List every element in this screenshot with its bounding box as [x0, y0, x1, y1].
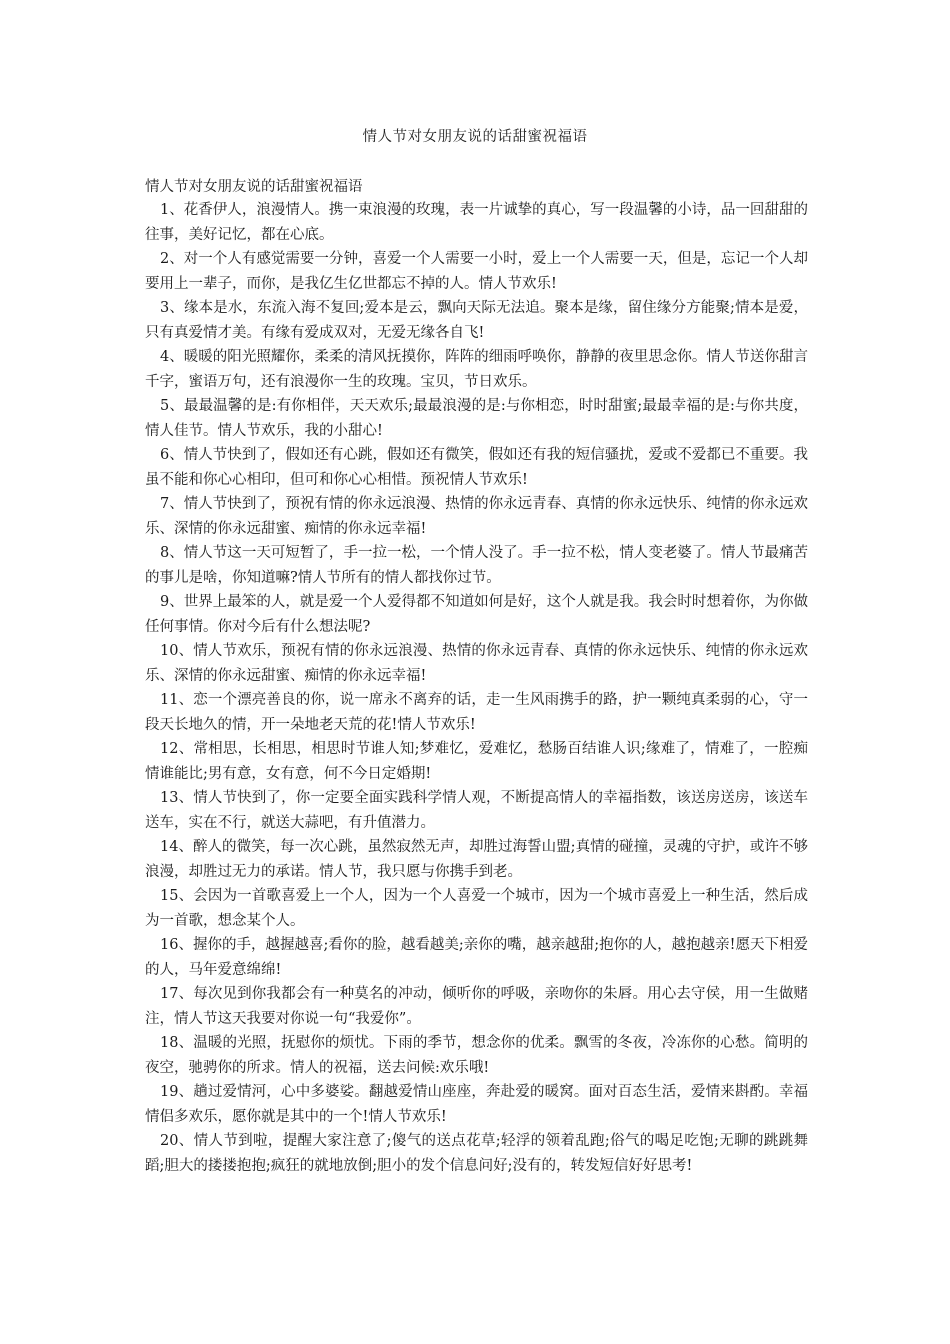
paragraph-7: 7、情人节快到了，预祝有情的你永远浪漫、热情的你永远青春、真情的你永远快乐、纯情的你永远欢乐、深情的你永远甜蜜、痴情的你永远幸福!	[145, 496, 808, 537]
paragraph-13: 13、情人节快到了，你一定要全面实践科学情人观，不断提高情人的幸福指数，该送房送房，该送车送车，实在不行，就送大蒜吧，有升值潜力。	[145, 790, 808, 831]
paragraph-8: 8、情人节这一天可短暂了，手一拉一松，一个情人没了。手一拉不松，情人变老婆了。情人节最痛苦的事儿是啥，你知道嘛?情人节所有的情人都找你过节。	[145, 545, 808, 586]
paragraph-3: 3、缘本是水，东流入海不复回;爱本是云，飘向天际无法追。聚本是缘，留住缘分方能聚;情本是爱，只有真爱情才美。有缘有爱成双对，无爱无缘各自飞!	[145, 300, 808, 341]
paragraph-14: 14、醉人的微笑，每一次心跳，虽然寂然无声，却胜过海誓山盟;真情的碰撞，灵魂的守护，或许不够浪漫，却胜过无力的承诺。情人节，我只愿与你携手到老。	[145, 839, 808, 880]
paragraph-15: 15、会因为一首歌喜爱上一个人，因为一个人喜爱一个城市，因为一个城市喜爱上一种生活，然后成为一首歌，想念某个人。	[145, 888, 808, 929]
paragraph-9: 9、世界上最笨的人，就是爱一个人爱得都不知道如何是好，这个人就是我。我会时时想着你，为你做任何事情。你对今后有什么想法呢?	[145, 594, 808, 635]
document-title: 情人节对女朋友说的话甜蜜祝福语	[362, 129, 588, 145]
paragraph-6: 6、情人节快到了，假如还有心跳，假如还有微笑，假如还有我的短信骚扰，爱或不爱都已不重要。我虽不能和你心心相印，但可和你心心相惜。预祝情人节欢乐!	[145, 447, 808, 488]
paragraph-19: 19、趟过爱情河，心中多婆娑。翻越爱情山座座，奔赴爱的暖窝。面对百态生活，爱情来斟酌。幸福情侣多欢乐，愿你就是其中的一个!情人节欢乐!	[145, 1084, 808, 1125]
paragraph-10: 10、情人节欢乐，预祝有情的你永远浪漫、热情的你永远青春、真情的你永远快乐、纯情的你永远欢乐、深情的你永远甜蜜、痴情的你永远幸福!	[145, 643, 808, 684]
document-subtitle: 情人节对女朋友说的话甜蜜祝福语	[145, 179, 363, 195]
paragraph-5: 5、最最温馨的是:有你相伴，天天欢乐;最最浪漫的是:与你相恋，时时甜蜜;最最幸福的是:与你共度，情人佳节。情人节欢乐，我的小甜心!	[145, 398, 808, 439]
document-body	[145, 176, 808, 1178]
paragraph-20: 20、情人节到啦，提醒大家注意了;傻气的送点花草;轻浮的领着乱跑;俗气的喝足吃饱;无聊的跳跳舞蹈;胆大的搂搂抱抱;疯狂的就地放倒;胆小的发个信息问好;没有的，转发短信好好思考!	[145, 1133, 808, 1174]
paragraph-12: 12、常相思，长相思，相思时节谁人知;梦难忆，爱难忆，愁肠百结谁人识;缘难了，情难了，一腔痴情谁能比;男有意，女有意，何不今日定婚期!	[145, 741, 808, 782]
paragraph-2: 2、对一个人有感觉需要一分钟，喜爱一个人需要一小时，爱上一个人需要一天，但是，忘记一个人却要用上一辈子，而你，是我亿生亿世都忘不掉的人。情人节欢乐!	[145, 251, 808, 292]
paragraph-4: 4、暖暖的阳光照耀你，柔柔的清风抚摸你，阵阵的细雨呼唤你，静静的夜里思念你。情人节送你甜言千字，蜜语万句，还有浪漫你一生的玫瑰。宝贝，节日欢乐。	[145, 349, 808, 390]
paragraph-16: 16、握你的手，越握越喜;看你的脸，越看越美;亲你的嘴，越亲越甜;抱你的人，越抱越亲!愿天下相爱的人，马年爱意绵绵!	[145, 937, 808, 978]
paragraph-11: 11、恋一个漂亮善良的你，说一席永不离弃的话，走一生风雨携手的路，护一颗纯真柔弱的心，守一段天长地久的情，开一朵地老天荒的花!情人节欢乐!	[145, 692, 808, 733]
paragraph-17: 17、每次见到你我都会有一种莫名的冲动，倾听你的呼吸，亲吻你的朱唇。用心去守侯，用一生做赌注，情人节这天我要对你说一句“我爱你”。	[145, 986, 808, 1027]
paragraph-18: 18、温暖的光照，抚慰你的烦忧。下雨的季节，想念你的优柔。飘雪的冬夜，冷冻你的心愁。简明的夜空，驰骋你的所求。情人的祝福，送去问候:欢乐哦!	[145, 1035, 808, 1076]
paragraph-1: 1、花香伊人，浪漫情人。携一束浪漫的玫瑰，表一片诚挚的真心，写一段温馨的小诗，品一回甜甜的往事，美好记忆，都在心底。	[145, 202, 808, 243]
